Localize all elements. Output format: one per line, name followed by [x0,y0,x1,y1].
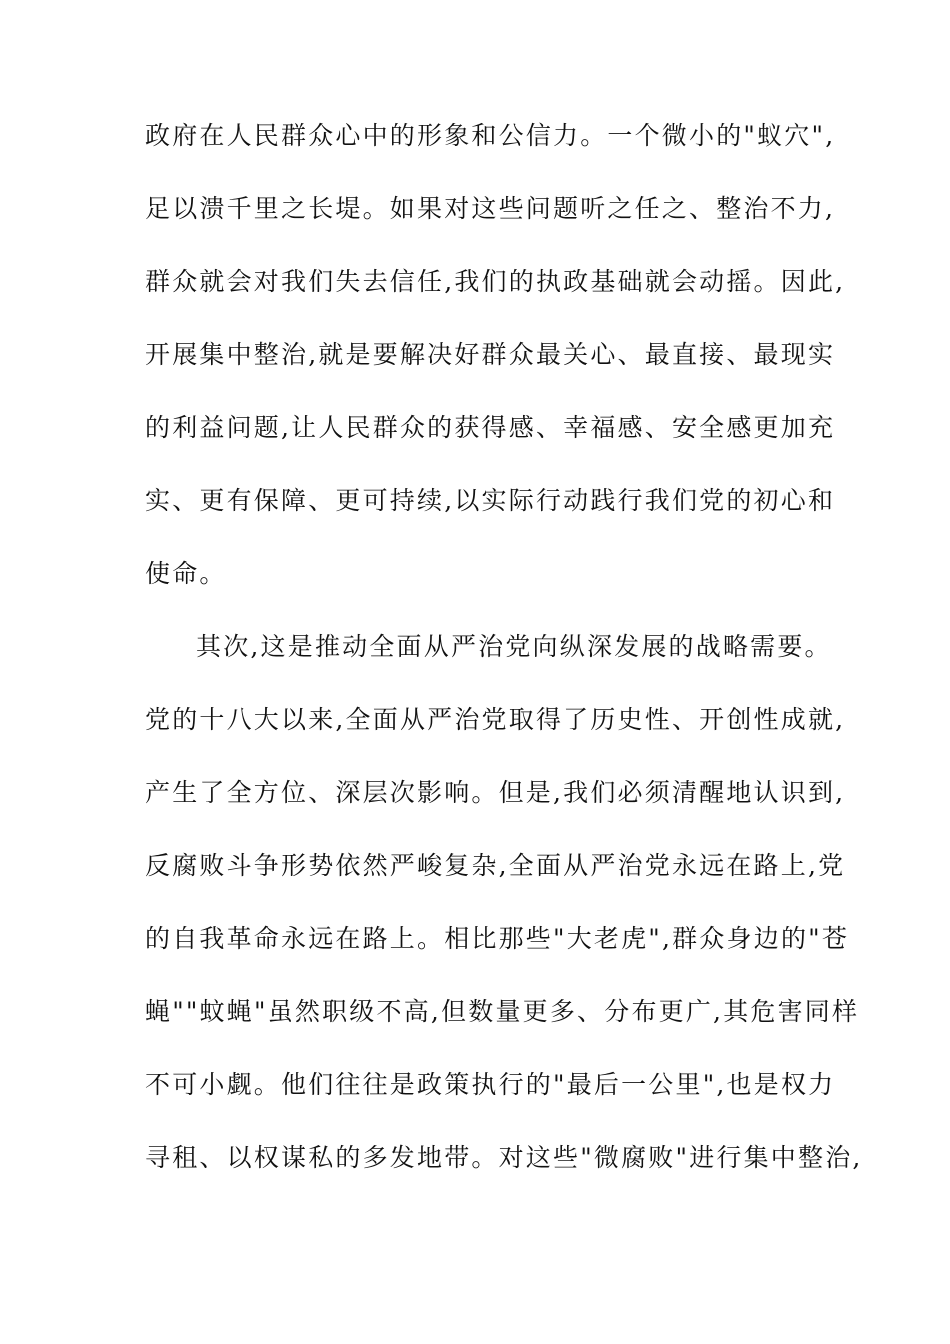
paragraph-first-line: 其次,这是推动全面从严治党向纵深发展的战略需要。 [196,632,832,661]
text-line: 不可小觑。他们往往是政策执行的"最后一公里",也是权力 [145,1070,836,1099]
text-line: 足以溃千里之长堤。如果对这些问题听之任之、整治不力, [145,194,836,223]
text-line: 蝇""蚊蝇"虽然职级不高,但数量更多、分布更广,其危害同样 [145,997,860,1026]
text-line: 的利益问题,让人民群众的获得感、幸福感、安全感更加充 [145,413,836,442]
text-line: 反腐败斗争形势依然严峻复杂,全面从严治党永远在路上,党 [145,851,846,880]
text-line: 开展集中整治,就是要解决好群众最关心、最直接、最现实 [145,340,836,369]
text-line: 产生了全方位、深层次影响。但是,我们必须清醒地认识到, [145,778,846,807]
text-line: 寻租、以权谋私的多发地带。对这些"微腐败"进行集中整治, [145,1143,863,1172]
text-line: 党的十八大以来,全面从严治党取得了历史性、开创性成就, [145,705,846,734]
text-line: 的自我革命永远在路上。相比那些"大老虎",群众身边的"苍 [145,924,850,953]
text-line: 群众就会对我们失去信任,我们的执政基础就会动摇。因此, [145,267,846,296]
text-line: 政府在人民群众心中的形象和公信力。一个微小的"蚁穴", [145,121,836,150]
text-line: 实、更有保障、更可持续,以实际行动践行我们党的初心和 [145,486,836,515]
text-line: 使命。 [145,559,227,588]
